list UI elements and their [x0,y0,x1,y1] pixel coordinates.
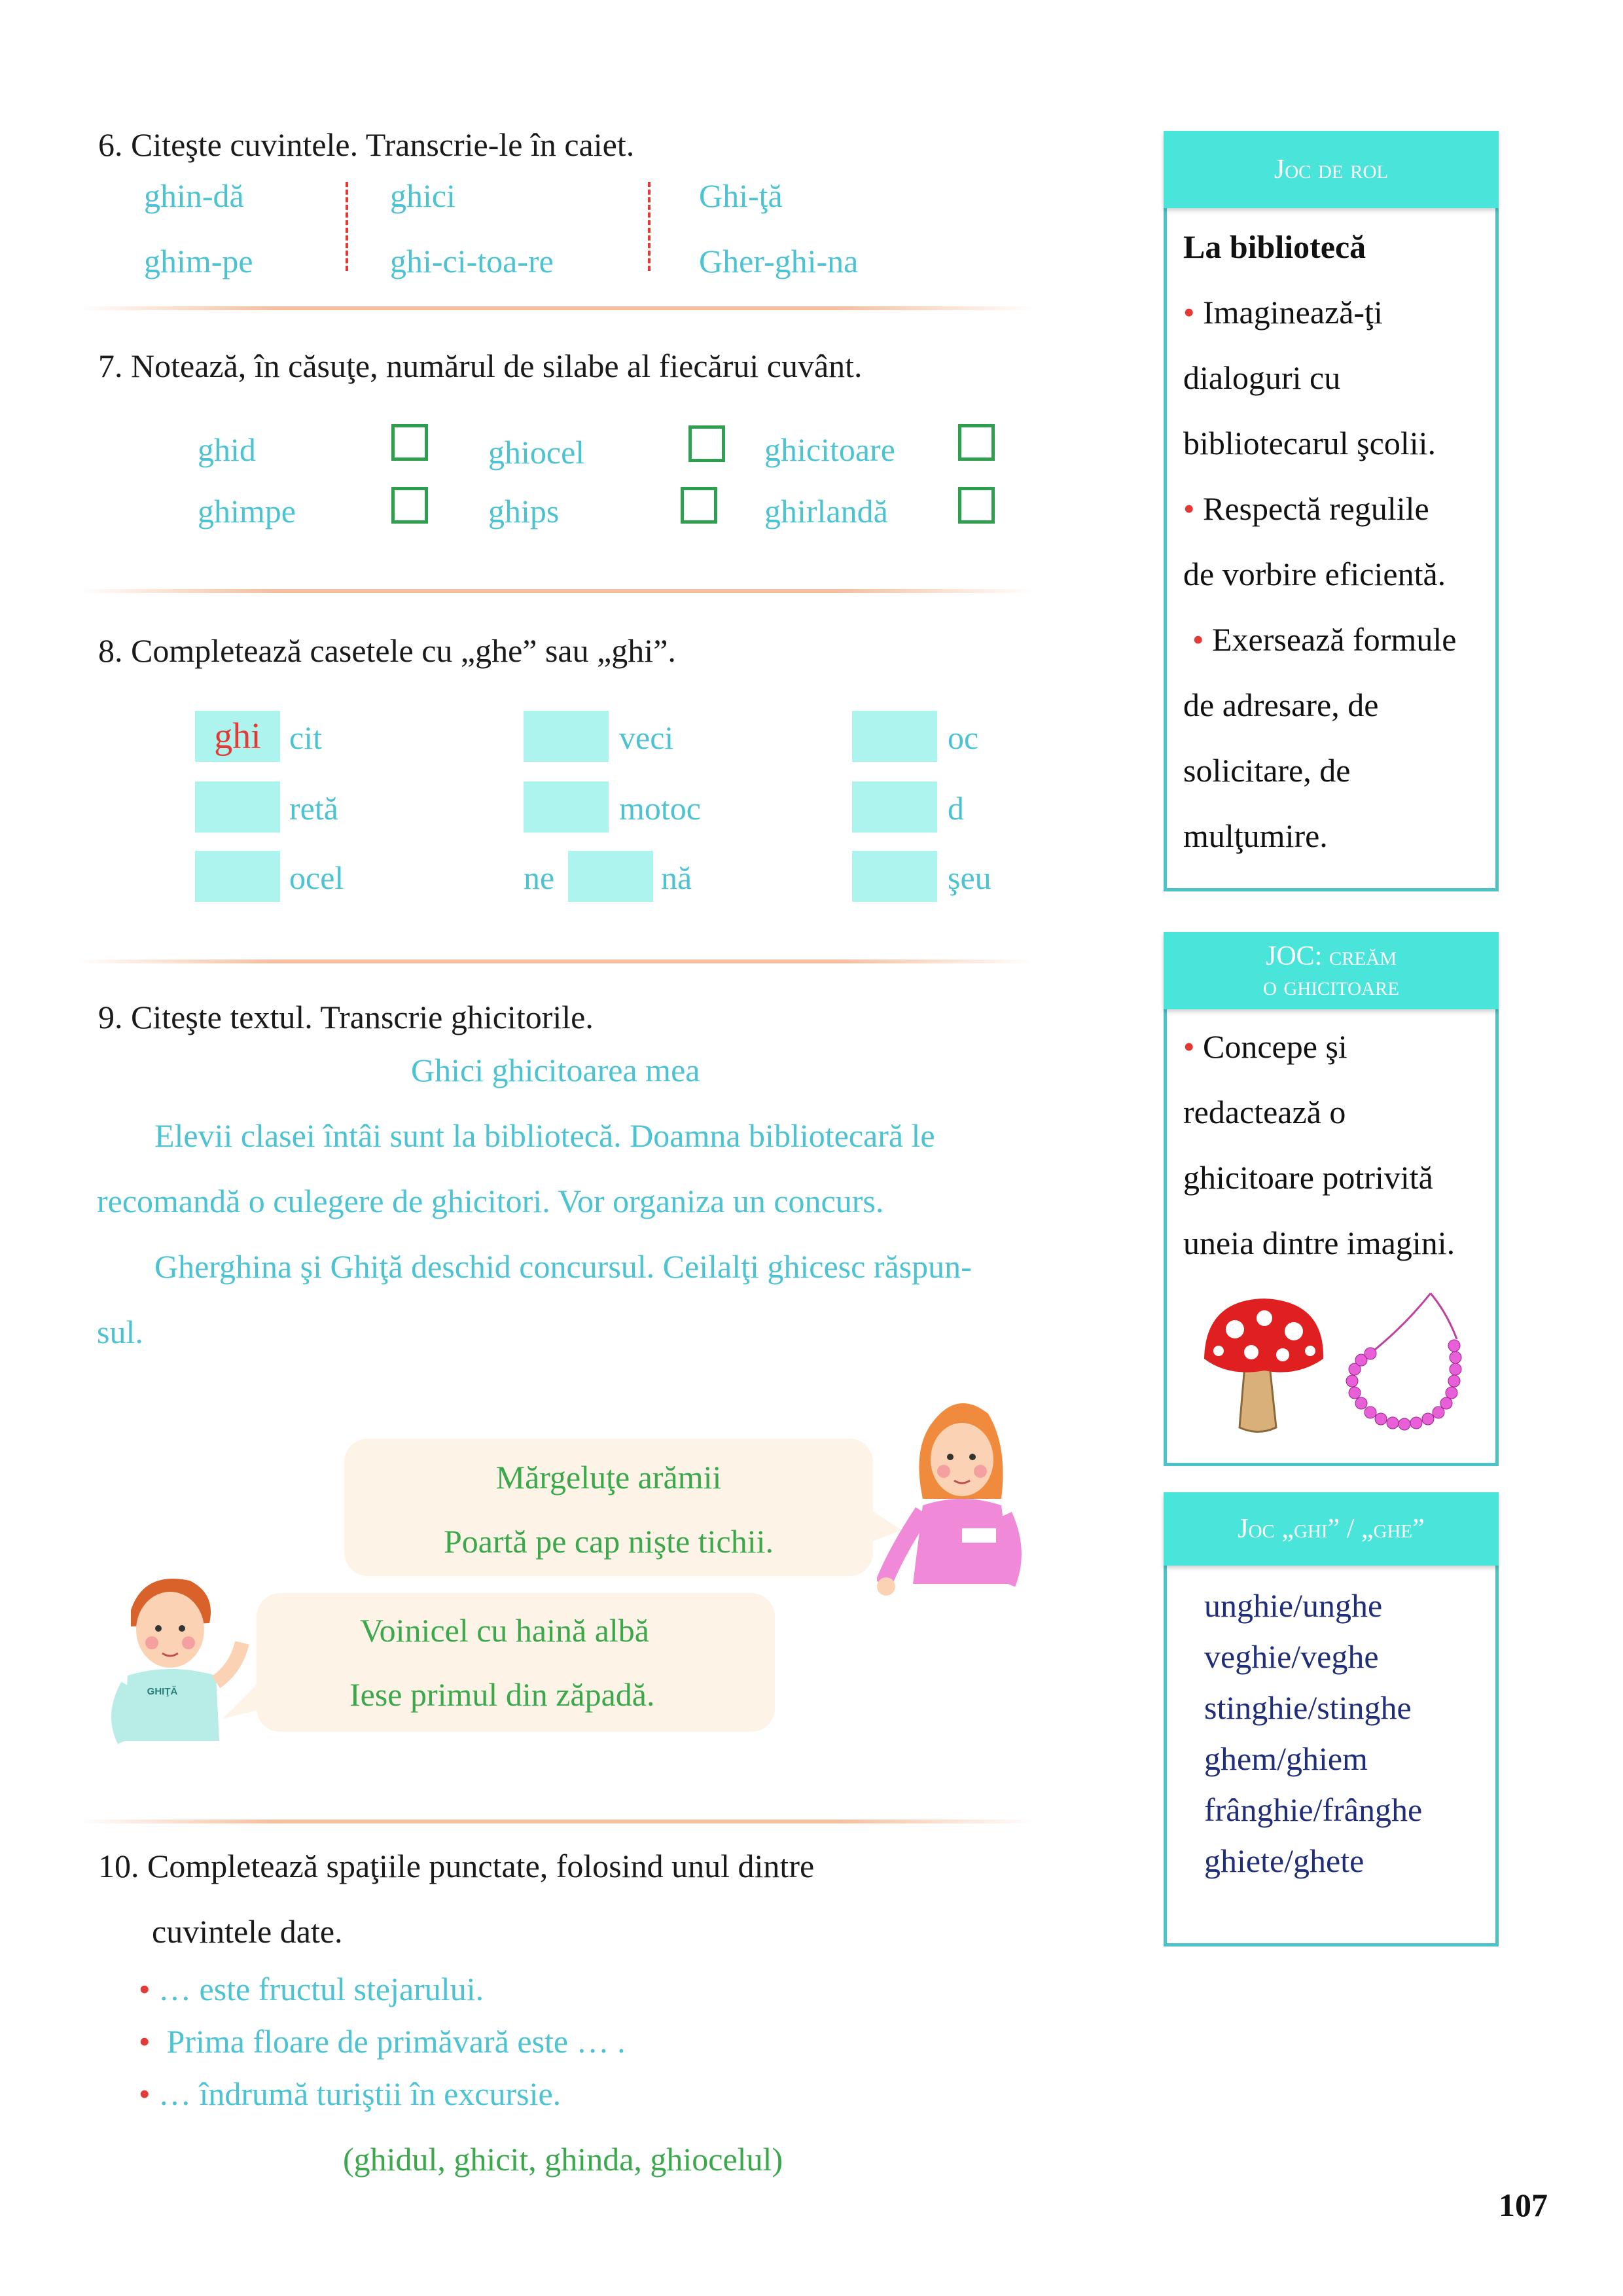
ex7-word: ghicitoare [764,431,895,468]
word-ending: retă [289,790,338,827]
panel-line: • Exersează formule [1192,621,1457,658]
answer-box[interactable] [852,711,937,762]
ex10-title: 10. Completează spaţiile punctate, folosind unul dintre [98,1848,815,1884]
ex8-title: 8. Completează casetele cu „ghe” sau „ghi”. [98,632,676,669]
word-start: ne [524,859,555,896]
word-ending: cit [289,719,322,756]
riddle-line: Poartă pe cap nişte tichii. [443,1523,774,1560]
ex7-word: ghimpe [198,493,296,529]
ex10-title-cont: cuvintele date. [152,1913,343,1950]
word-pair: ghiete/ghete [1204,1842,1364,1879]
riddle-line: Voinicel cu haină albă [360,1612,649,1649]
story-line: Gherghina şi Ghiţă deschid concursul. Ceilalţi ghicesc răspun- [154,1248,972,1285]
syllable-box[interactable] [958,424,995,461]
fill-item: • … îndrumă turiştii în excursie. [139,2075,562,2112]
mushroom-icon [1199,1293,1330,1437]
ex7-title: 7. Notează, în căsuţe, numărul de silabe al fiecărui cuvânt. [98,348,863,384]
syllable-box[interactable] [681,487,717,524]
answer-box-filled[interactable]: ghi [195,711,280,762]
page-number: 107 [1499,2187,1548,2223]
panel-title-line: o ghicitoare [1262,971,1400,1001]
ex7-word: ghirlandă [764,493,888,529]
ex6-word: ghici [390,177,455,214]
panel-line: dialoguri cu [1183,359,1341,396]
syllable-box[interactable] [688,425,725,462]
boy-illustration [105,1564,255,1754]
answer-box[interactable] [195,851,280,902]
answer-box[interactable] [524,781,609,833]
story-line: sul. [97,1314,143,1350]
panel-title: Joc de rol [1164,131,1499,208]
word-ending: nă [661,859,692,896]
story-heading: Ghici ghicitoarea mea [411,1052,700,1088]
word-ending: motoc [619,790,701,827]
ex9-title: 9. Citeşte textul. Transcrie ghicitorile. [98,999,594,1035]
panel-title: Joc „ghi” / „ghe” [1164,1492,1499,1566]
riddle-line: Mărgeluţe arămii [495,1459,722,1496]
ex7-word: ghid [198,431,256,468]
answer-box[interactable] [524,711,609,762]
answer-box[interactable] [195,781,280,833]
ex6-title: 6. Citeşte cuvintele. Transcrie-le în caiet. [98,126,635,163]
word-pair: veghie/veghe [1204,1638,1379,1675]
fill-item: • Prima floare de primăvară este … . [139,2023,626,2060]
syllable-box[interactable] [391,487,428,524]
section-divider [79,1820,1034,1823]
panel-line: uneia dintre imagini. [1183,1225,1455,1261]
ex6-word: Gher-ghi-na [699,243,859,279]
panel-line: • Concepe şi [1183,1028,1347,1065]
ex7-word: ghips [488,493,560,529]
ex6-word: ghim-pe [144,243,253,279]
answer-box[interactable] [852,781,937,833]
word-ending: ocel [289,859,344,896]
word-pair: ghem/ghiem [1204,1740,1368,1777]
fill-item: • … este fructul stejarului. [139,1971,484,2007]
answer-box[interactable] [852,851,937,902]
syllable-box[interactable] [958,487,995,524]
section-divider [79,306,1034,310]
word-pair: stinghie/stinghe [1204,1689,1412,1726]
ex7-word: ghiocel [488,434,585,471]
word-options: (ghidul, ghicit, ghinda, ghiocelul) [343,2141,783,2178]
answer-box[interactable] [568,851,653,902]
ex6-word: ghi-ci-toa-re [390,243,554,279]
section-divider [79,960,1034,963]
panel-line: solicitare, de [1183,752,1351,789]
panel-title-line: JOC: creăm [1266,941,1397,971]
panel-line: • Respectă regulile [1183,490,1429,527]
section-divider [79,589,1034,593]
ex6-word: ghin-dă [144,177,244,214]
panel-title [1164,932,1499,1009]
panel-line: de vorbire eficientă. [1183,556,1446,592]
column-separator [346,182,348,271]
word-pair: frânghie/frânghe [1204,1791,1423,1828]
girl-illustration [877,1388,1041,1597]
ex6-word: Ghi-ţă [699,177,783,214]
story-line: Elevii clasei întâi sunt la bibliotecă. Doamna bibliotecară le [154,1117,935,1154]
word-pair: unghie/unghe [1204,1587,1383,1624]
story-line: recomandă o culegere de ghicitori. Vor organiza un concurs. [97,1183,884,1219]
panel-line: bibliotecarul şcolii. [1183,425,1436,461]
panel-line: redactează o [1183,1094,1346,1130]
column-separator [648,182,651,271]
panel-line: ghicitoare potrivită [1183,1159,1433,1196]
word-ending: şeu [948,859,991,896]
panel-line: • Imaginează-ţi [1183,294,1383,331]
word-ending: d [948,790,964,827]
panel-heading: La bibliotecă [1183,228,1366,265]
word-ending: oc [948,719,979,756]
boy-shirt-label: GHIŢĂ [147,1686,178,1697]
syllable-box[interactable] [391,424,428,461]
panel-line: mulţumire. [1183,817,1328,854]
riddle-line: Iese primul din zăpadă. [349,1676,655,1713]
necklace-icon [1332,1287,1476,1444]
panel-line: de adresare, de [1183,687,1379,723]
word-ending: veci [619,719,674,756]
